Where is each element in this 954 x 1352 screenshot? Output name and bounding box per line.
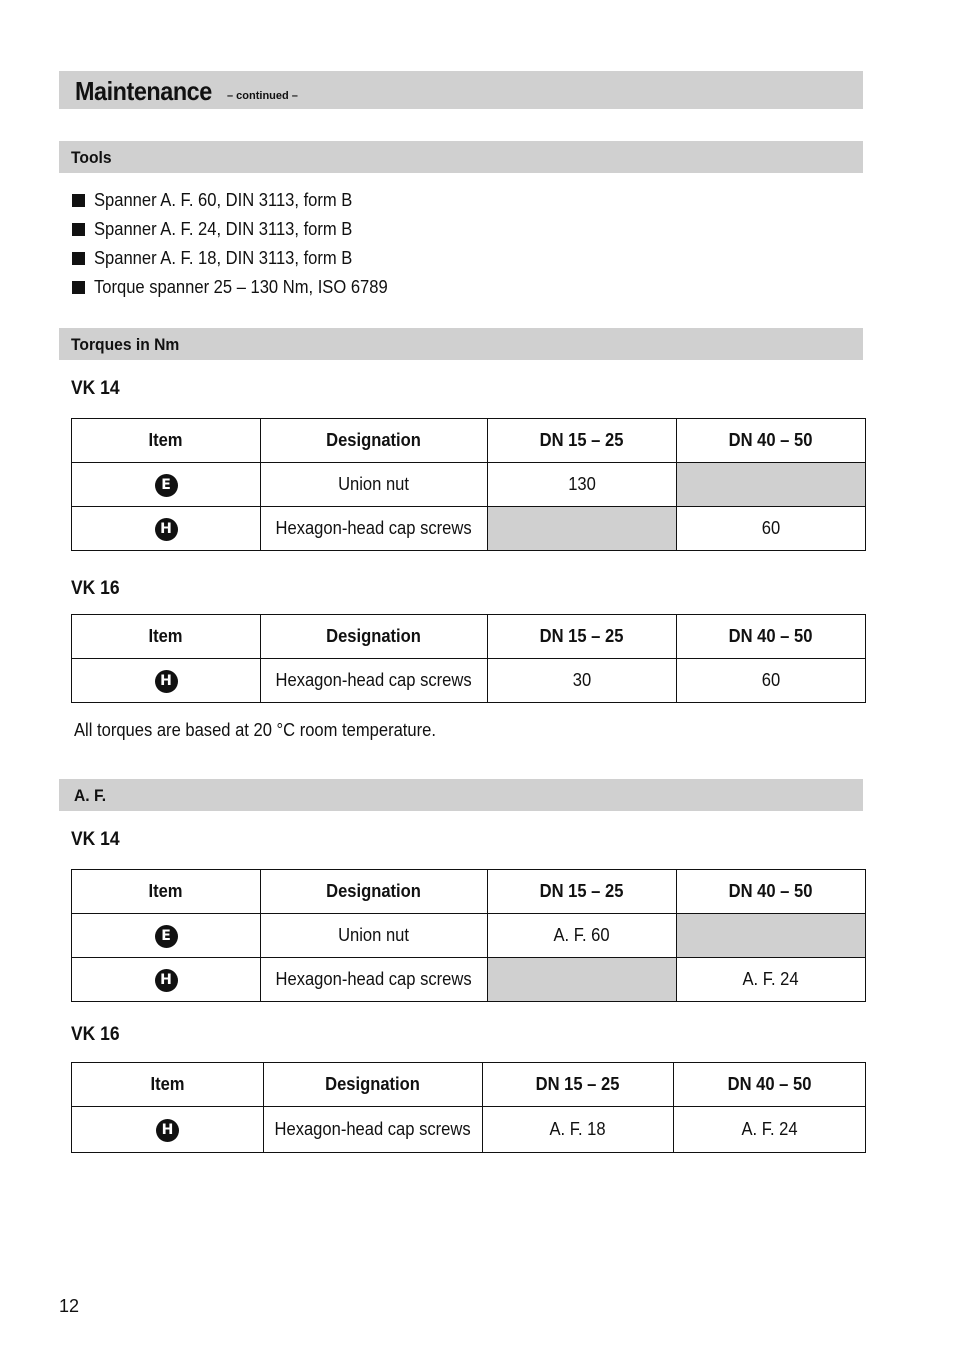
item-e-badge: E	[155, 474, 178, 497]
page-number: 12	[59, 1296, 80, 1316]
empty-shaded-cell	[488, 507, 677, 551]
item-h-badge: H	[155, 969, 178, 992]
page-title-bar	[59, 71, 863, 109]
table-row	[72, 463, 866, 507]
torques-vk14-heading: VK 14	[71, 378, 120, 399]
column-header-dn-15-25: DN 15 – 25	[488, 419, 677, 463]
dn-40-50-cell: A. F. 24	[677, 958, 866, 1002]
bullet-square-icon	[72, 223, 85, 236]
dn-15-25-cell: A. F. 60	[488, 914, 677, 958]
table-header-row	[72, 1063, 866, 1107]
column-header-dn-40-50: DN 40 – 50	[677, 615, 866, 659]
column-header-dn-15-25: DN 15 – 25	[488, 615, 677, 659]
dn-40-50-cell: A. F. 24	[674, 1107, 866, 1153]
dn-40-50-cell: 60	[677, 659, 866, 703]
dn-40-50-cell: 60	[677, 507, 866, 551]
designation-cell: Hexagon-head cap screws	[261, 958, 488, 1002]
table-header-row	[72, 870, 866, 914]
table-row	[72, 507, 866, 551]
list-item: Spanner A. F. 18, DIN 3113, form B	[72, 244, 413, 273]
af-vk14-table	[71, 869, 866, 1002]
torques-vk14-table	[71, 418, 866, 551]
column-header-item: Item	[72, 1063, 264, 1107]
page-title: Maintenance	[75, 76, 212, 106]
table-row	[72, 1107, 866, 1153]
torques-vk16-table	[71, 614, 866, 703]
item-cell	[72, 914, 261, 958]
column-header-designation: Designation	[261, 419, 488, 463]
bullet-square-icon	[72, 194, 85, 207]
column-header-item: Item	[72, 615, 261, 659]
item-h-badge: H	[155, 518, 178, 541]
column-header-dn-40-50: DN 40 – 50	[677, 870, 866, 914]
af-vk16-table	[71, 1062, 866, 1153]
table-header-row	[72, 419, 866, 463]
list-item: Torque spanner 25 – 130 Nm, ISO 6789	[72, 273, 413, 302]
table-row	[72, 914, 866, 958]
torques-heading: Torques in Nm	[71, 335, 180, 354]
bullet-square-icon	[72, 252, 85, 265]
item-cell	[72, 1107, 264, 1153]
designation-cell: Hexagon-head cap screws	[261, 507, 488, 551]
column-header-designation: Designation	[264, 1063, 483, 1107]
column-header-designation: Designation	[261, 870, 488, 914]
item-cell	[72, 659, 261, 703]
table-row	[72, 958, 866, 1002]
af-section-bar	[59, 779, 863, 811]
empty-shaded-cell	[488, 958, 677, 1002]
column-header-item: Item	[72, 419, 261, 463]
item-cell	[72, 958, 261, 1002]
column-header-dn-15-25: DN 15 – 25	[483, 1063, 674, 1107]
list-item: Spanner A. F. 24, DIN 3113, form B	[72, 215, 413, 244]
item-h-badge: H	[156, 1119, 179, 1142]
af-vk14-heading: VK 14	[71, 829, 120, 850]
column-header-dn-15-25: DN 15 – 25	[488, 870, 677, 914]
dn-15-25-cell: A. F. 18	[483, 1107, 674, 1153]
item-h-badge: H	[155, 670, 178, 693]
tools-list	[72, 186, 413, 302]
item-cell	[72, 463, 261, 507]
torques-vk16-heading: VK 16	[71, 578, 120, 599]
designation-cell: Hexagon-head cap screws	[261, 659, 488, 703]
dn-15-25-cell: 130	[488, 463, 677, 507]
column-header-dn-40-50: DN 40 – 50	[677, 419, 866, 463]
designation-cell: Union nut	[261, 914, 488, 958]
designation-cell: Hexagon-head cap screws	[264, 1107, 483, 1153]
table-row	[72, 659, 866, 703]
column-header-dn-40-50: DN 40 – 50	[674, 1063, 866, 1107]
column-header-item: Item	[72, 870, 261, 914]
designation-cell: Union nut	[261, 463, 488, 507]
empty-shaded-cell	[677, 914, 866, 958]
list-item: Spanner A. F. 60, DIN 3113, form B	[72, 186, 413, 215]
empty-shaded-cell	[677, 463, 866, 507]
torques-section-bar	[59, 328, 863, 360]
af-heading: A. F.	[74, 786, 107, 805]
tools-section-bar	[59, 141, 863, 173]
bullet-square-icon	[72, 281, 85, 294]
item-e-badge: E	[155, 925, 178, 948]
table-header-row	[72, 615, 866, 659]
column-header-designation: Designation	[261, 615, 488, 659]
dn-15-25-cell: 30	[488, 659, 677, 703]
page-subtitle: – continued –	[227, 90, 298, 102]
temperature-note: All torques are based at 20 °C room temperature.	[74, 720, 436, 740]
af-vk16-heading: VK 16	[71, 1024, 120, 1045]
item-cell	[72, 507, 261, 551]
tools-heading: Tools	[71, 148, 112, 167]
